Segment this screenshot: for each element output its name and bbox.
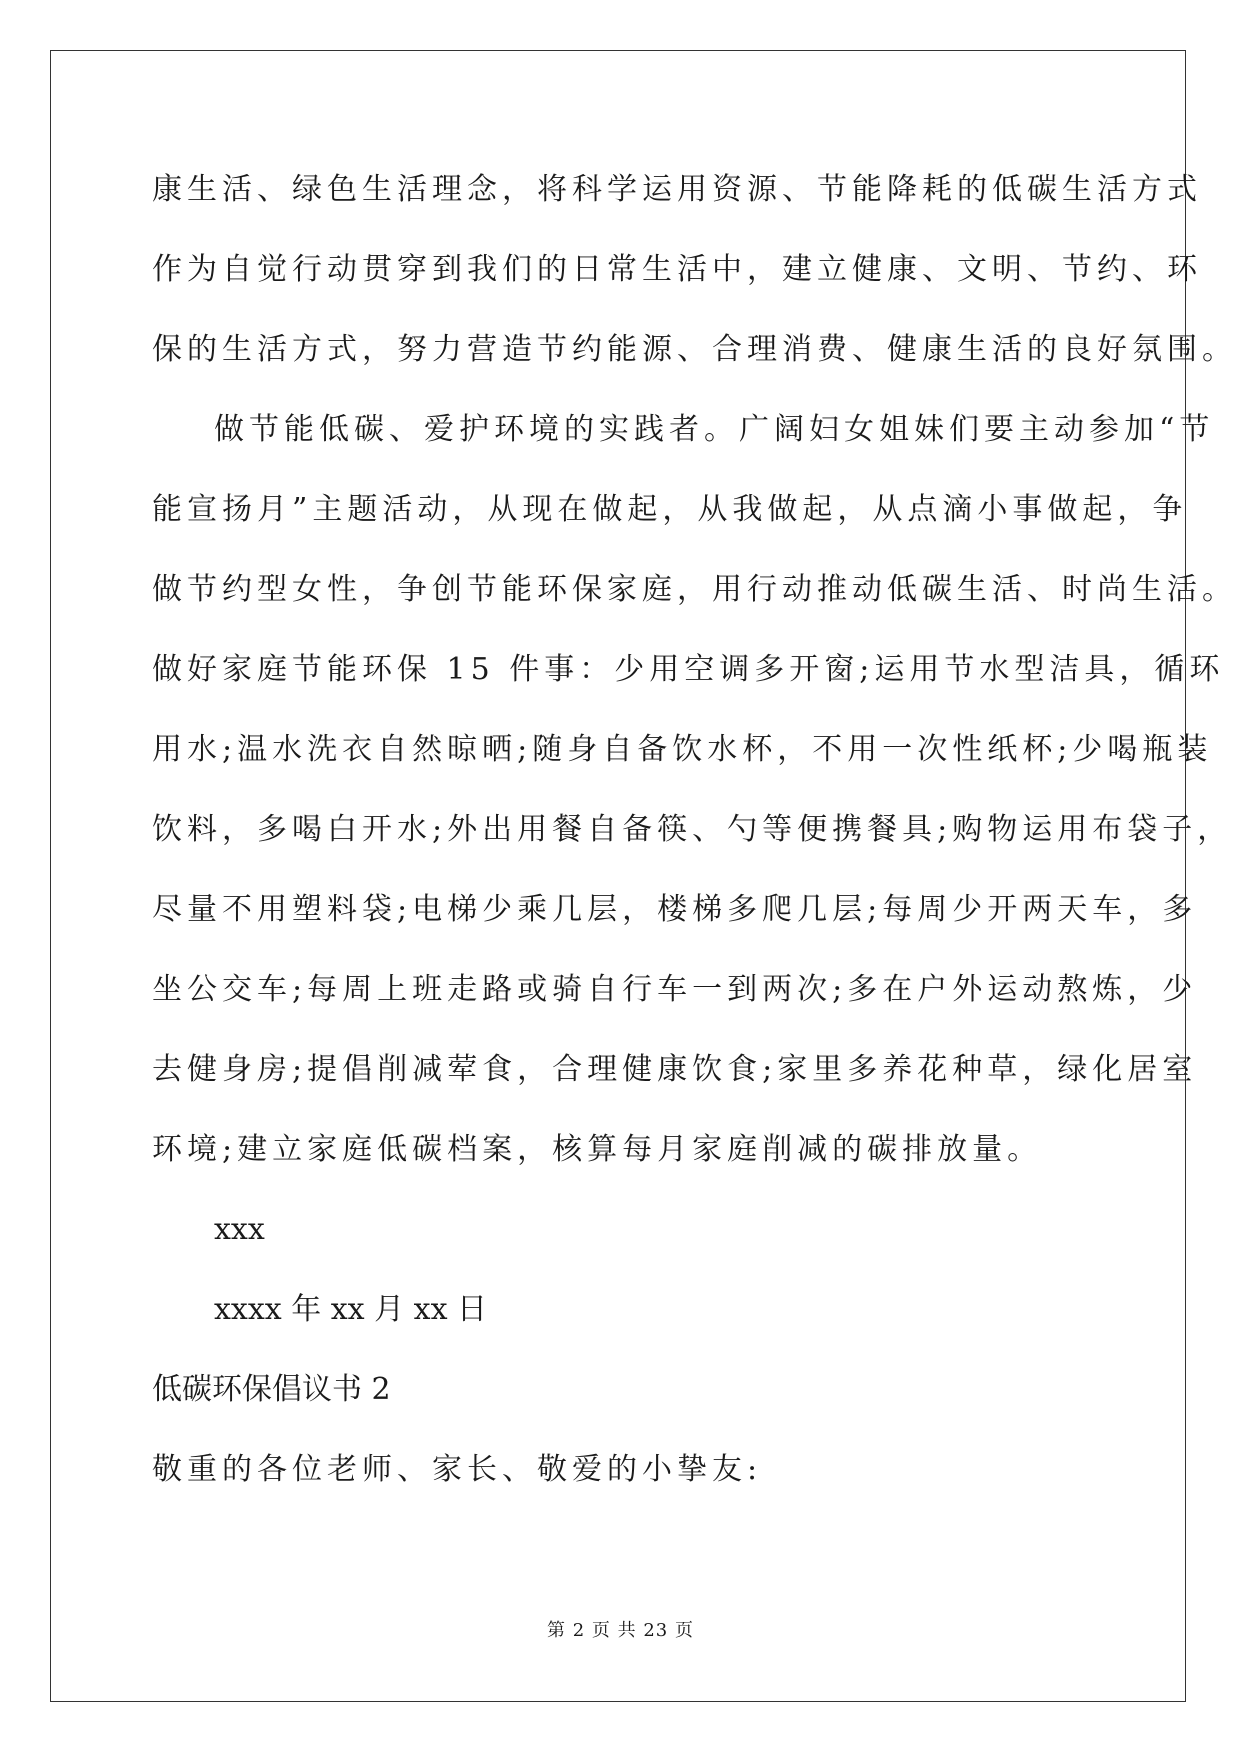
body-line: 尽量不用塑料袋;电梯少乘几层，楼梯多爬几层;每周少开两天车，多 [152, 892, 1198, 927]
section-heading: 低碳环保倡议书 2 [152, 1372, 391, 1407]
page-number-footer: 第 2 页 共 23 页 [547, 1620, 694, 1641]
body-line: 坐公交车;每周上班走路或骑自行车一到两次;多在户外运动熬炼，少 [152, 972, 1198, 1007]
body-line: 保的生活方式，努力营造节约能源、合理消费、健康生活的良好氛围。 [152, 332, 1237, 367]
body-line: 康生活、绿色生活理念，将科学运用资源、节能降耗的低碳生活方式 [152, 172, 1202, 207]
document-body [152, 162, 1237, 1522]
body-line: 作为自觉行动贯穿到我们的日常生活中，建立健康、文明、节约、环 [152, 252, 1202, 287]
body-line: 做节能低碳、爱护环境的实践者。广阔妇女姐妹们要主动参加“节 [214, 412, 1215, 447]
body-line: 去健身房;提倡削减荤食，合理健康饮食;家里多养花种草，绿化居室 [152, 1052, 1198, 1087]
salutation: 敬重的各位老师、家长、敬爱的小挚友: [152, 1452, 763, 1487]
body-line: 做好家庭节能环保 15 件事：少用空调多开窗;运用节水型洁具，循环 [152, 652, 1225, 687]
body-line: 用水;温水洗衣自然晾晒;随身自备饮水杯，不用一次性纸杯;少喝瓶装 [152, 732, 1213, 767]
body-line: 环境;建立家庭低碳档案，核算每月家庭削减的碳排放量。 [152, 1132, 1043, 1167]
body-line: 做节约型女性，争创节能环保家庭，用行动推动低碳生活、时尚生活。 [152, 572, 1237, 607]
body-line: 饮料，多喝白开水;外出用餐自备筷、勺等便携餐具;购物运用布袋子， [152, 812, 1233, 847]
body-line: 能宣扬月”主题活动，从现在做起，从我做起，从点滴小事做起，争 [152, 492, 1188, 527]
signature-date: xxxx 年 xx 月 xx 日 [214, 1292, 488, 1327]
signature-name: xxx [214, 1212, 265, 1247]
